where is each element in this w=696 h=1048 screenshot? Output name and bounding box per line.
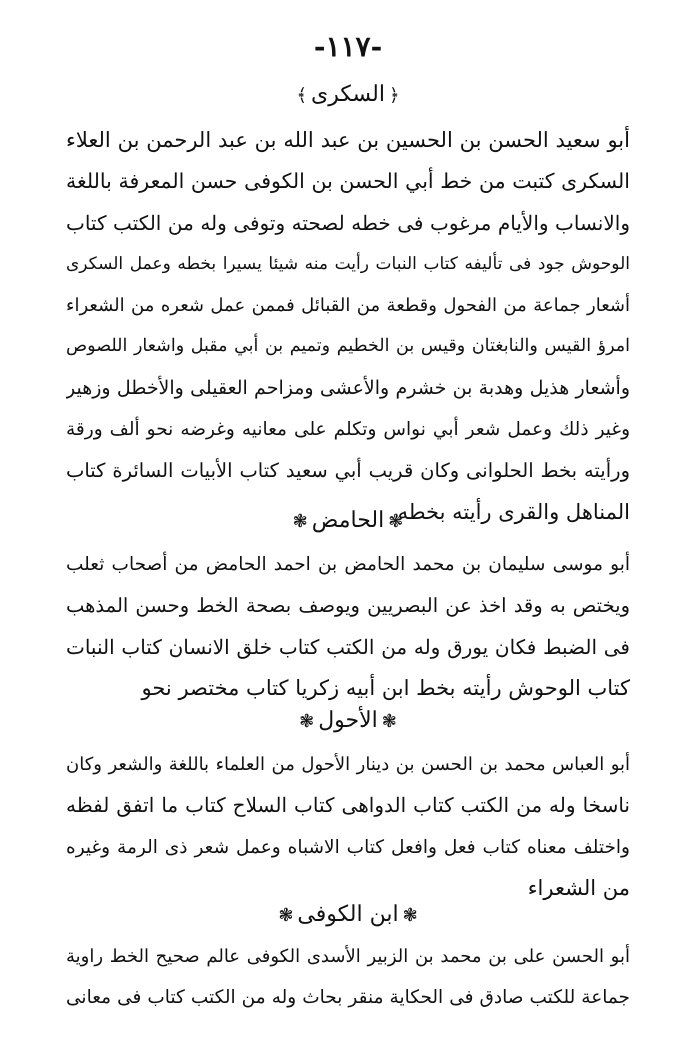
ornament-close: ❃ xyxy=(292,511,308,532)
section-body-ibn-al-kufi xyxy=(66,936,630,1019)
text-line: وأشعار هذيل وهدبة بن خشرم والأعشى ومزاحم العقيلى والأخطل وزهير xyxy=(66,376,630,399)
section-title: الأحول xyxy=(318,708,378,733)
section-title: ابن الكوفى xyxy=(297,902,399,927)
ornament-open: ❃ xyxy=(402,905,418,926)
section-heading-hamid xyxy=(0,508,696,533)
section-heading-ibn-al-kufi xyxy=(0,902,696,927)
text-line: واختلف معناه كتاب فعل وافعل كتاب الاشباه وعمل شعر ذى الرمة وغيره xyxy=(66,836,630,858)
text-line: ناسخا وله من الكتب كتاب الدواهى كتاب السلاح كتاب ما اتفق لفظه xyxy=(66,793,630,818)
text-line: أبو موسى سليمان بن محمد الحامض بن احمد الحامض من أصحاب ثعلب xyxy=(66,554,630,575)
section-heading-ahwal xyxy=(0,708,696,733)
ornament-open: ❃ xyxy=(381,711,397,732)
text-line: السكرى كتبت من خط أبي الحسن بن الكوفى حسن المعرفة باللغة xyxy=(66,169,630,194)
ornament-open: ﴿ xyxy=(388,85,400,106)
text-line: والانساب والأيام مرغوب فى خطه لصحته وتوفى وله من الكتب كتاب xyxy=(66,210,630,235)
section-body-sukkari xyxy=(66,120,630,533)
text-line: أبو سعيد الحسن بن الحسين بن عبد الله بن عبد الرحمن بن العلاء xyxy=(66,128,630,152)
text-line: امرؤ القيس والنابغتان وقيس بن الخطيم وتميم بن أبي مقبل واشعار اللصوص xyxy=(66,336,630,357)
text-line: الوحوش جود فى تأليفه كتاب النبات رأيت منه شيئا يسيرا بخطه وعمل السكرى xyxy=(66,253,630,274)
ornament-close: ❃ xyxy=(299,711,315,732)
text-line: فى الضبط فكان يورق وله من الكتب كتاب خلق الانسان كتاب النبات xyxy=(66,634,630,659)
text-line: جماعة للكتب صادق فى الحكاية منقر بحاث وله من الكتب كتاب فى معانى xyxy=(66,987,630,1009)
section-body-hamid xyxy=(66,544,630,709)
text-line: كتاب الوحوش رأيته بخط ابن أبيه زكريا كتاب مختصر نحو xyxy=(141,675,630,700)
section-body-ahwal xyxy=(66,744,630,909)
section-title: الحامض xyxy=(311,508,385,533)
text-line: أشعار جماعة من الفحول وقطعة من القبائل فممن عمل شعره من الشعراء xyxy=(66,295,630,317)
ornament-open: ❃ xyxy=(388,511,404,532)
text-line: وغير ذلك وعمل شعر أبي نواس وتكلم على معانيه وغرضه نحو ألف ورقة xyxy=(66,419,630,441)
text-line: المناهل والقرى رأيته بخطه xyxy=(397,499,630,524)
ornament-close: ﴾ xyxy=(296,85,308,106)
text-line: ورأيته بخط الحلوانى وكان قريب أبي سعيد كتاب الأبيات السائرة كتاب xyxy=(66,459,630,483)
section-title: السكرى xyxy=(311,82,385,107)
text-line: أبو العباس محمد بن الحسن بن دينار الأحول من العلماء باللغة والشعر وكان xyxy=(66,754,630,775)
text-line: أبو الحسن على بن محمد بن الزبير الأسدى الكوفى عالم صحيح الخط راوية xyxy=(66,946,630,967)
page-number: -١١٧- xyxy=(313,30,383,63)
section-heading-sukkari xyxy=(0,82,696,107)
text-line: من الشعراء xyxy=(527,875,630,900)
text-line: ويختص به وقد اخذ عن البصريين ويوصف بصحة الخط وحسن المذهب xyxy=(66,594,630,618)
ornament-close: ❃ xyxy=(278,905,294,926)
